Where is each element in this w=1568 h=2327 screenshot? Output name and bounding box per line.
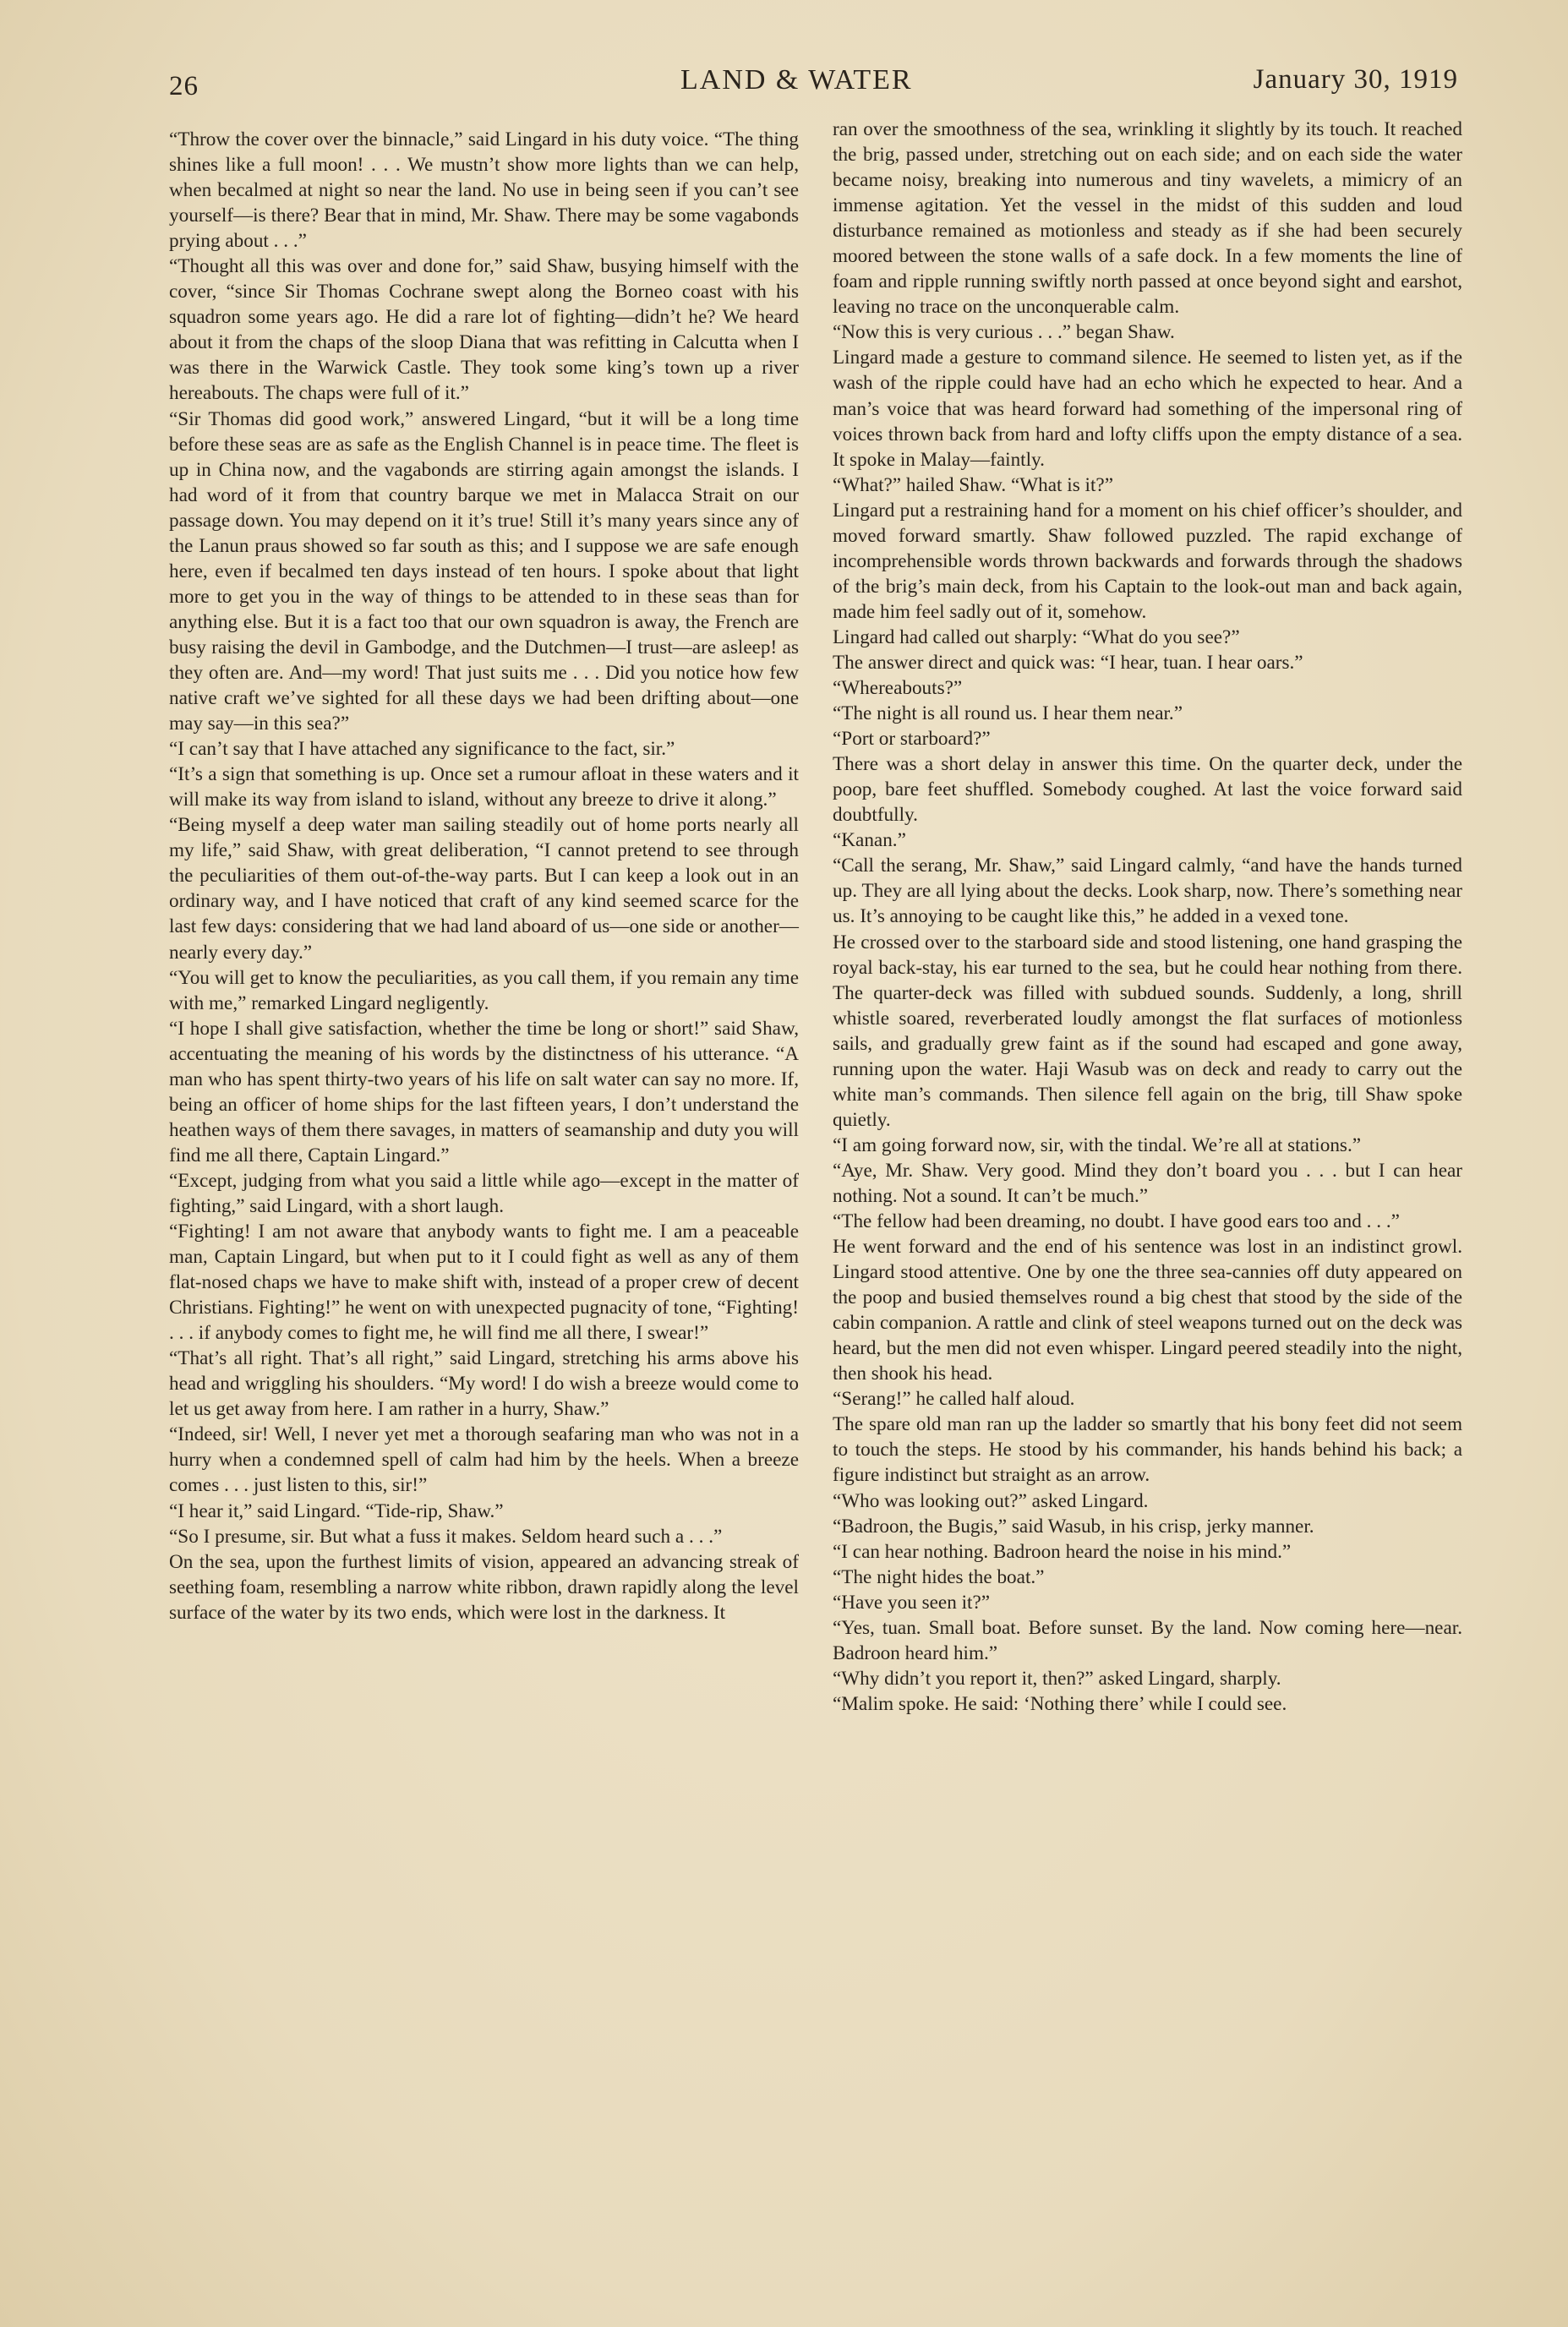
paragraph: “I can’t say that I have attached any significance to the fact, sir.” [169,738,675,761]
paragraph: On the sea, upon the furthest limits of vision, appeared an advancing streak of seething foam, resembling a narrow white ribbon, drawn rapidly along the level surface of the water by its two ends, which were lost in the darkness. It [169,1550,799,1624]
page-number: 26 [169,71,199,101]
paragraph: “Badroon, the Bugis,” said Wasub, in his crisp, jerky manner. [833,1515,1314,1538]
paragraph: “Being myself a deep water man sailing steadily out of home ports nearly all my life,” said Shaw, with great deliberation, “I cannot pretend to see through the peculiarities of them out-of-the-way parts. But I can keep a look out in an ordinary way, and I have noticed that craft of any kind seemed scarce for the last few days: considering that we had land aboard of us—one side or another—nearly every day.” [169,814,799,964]
paragraph: “You will get to know the peculiarities, as you call them, if you remain any time with me,” remarked Lingard negligently. [169,966,799,1014]
paragraph: “Serang!” he called half aloud. [833,1388,1075,1411]
paragraph: He crossed over to the starboard side and stood listening, one hand grasping the royal back-stay, his ear turned to the sea, but he could hear nothing from there. The quarter-deck was filled with subdued sounds. Suddenly, a long, shrill whistle soared, reverberated loudly amongst the flat surfaces of motionless sails, and gradually grew faint as if the sound had escaped and gone away, running upon the water. Haji Wasub was on deck and ready to carry out the white man’s commands. Then silence fell again on the brig, till Shaw spoke quietly. [833,931,1462,1131]
paragraph: “I hope I shall give satisfaction, whether the time be long or short!” said Shaw, accentuating the meaning of his words by the distinctness of his utterance. “A man who has spent thirty-two years of his life on salt water can say no more. If, being an officer of home ships for the last fifteen years, I don’t understand the heathen ways of them there savages, in matters of seamanship and duty you will find me all there, Captain Lingard.” [169,1017,799,1166]
paragraph: “Thought all this was over and done for,” said Shaw, busying himself with the cover, “since Sir Thomas Cochrane swept along the Borneo coast with his squadron some years ago. He did a rare lot of fighting—didn’t he? We heard about it from the chaps of the sloop Diana that was refitting in Calcutta when I was there in the Warwick Castle. They took some king’s town up a river hereabouts. The chaps were full of it.” [169,255,799,405]
paragraph: “I can hear nothing. Badroon heard the noise in his mind.” [833,1540,1292,1563]
paragraph: “Have you seen it?” [833,1591,991,1614]
paragraph: The answer direct and quick was: “I hear, tuan. I hear oars.” [833,651,1303,674]
paragraph: There was a short delay in answer this time. On the quarter deck, under the poop, bare feet shuffled. Somebody coughed. At last the voice forward said doubtfully. [833,753,1462,827]
paragraph: “The night hides the boat.” [833,1565,1045,1588]
paragraph: “Yes, tuan. Small boat. Before sunset. By the land. Now coming here—near. Badroon heard him.” [833,1616,1462,1664]
paragraph: “Fighting! I am not aware that anybody wants to fight me. I am a peaceable man, Captain Lingard, but when put to it I could fight as well as any of them flat-nosed chaps we have to make shift with, instead of a proper crew of decent Christians. Fighting!” he went on with unexpected pugnacity of tone, “Fighting! . . . if anybody comes to fight me, he will find me all there, I swear!” [169,1221,799,1345]
paragraph: “So I presume, sir. But what a fuss it makes. Seldom heard such a . . .” [169,1525,723,1548]
paragraph: “Malim spoke. He said: ‘Nothing there’ while I could see. [833,1692,1287,1715]
paragraph: “Kanan.” [833,829,906,852]
paragraph: The spare old man ran up the ladder so smartly that his bony feet did not seem to touch the steps. He stood by his commander, his hands behind his back; a figure indistinct but straight as an arrow. [833,1413,1462,1487]
paragraph: “That’s all right. That’s all right,” said Lingard, stretching his arms above his head and wriggling his shoulders. “My word! I do wish a breeze would come to let us get away from here. I am rather in a hurry, Shaw.” [169,1347,799,1421]
left-column [169,127,799,1625]
paragraph: “Sir Thomas did good work,” answered Lingard, “but it will be a long time before these seas are as safe as the English Channel is in peace time. The fleet is up in China now, and the vagabonds are stirring again amongst the islands. I had word of it from that country barque we met in Malacca Strait on our passage down. You may depend on it it’s true! Still it’s many years since any of the Lanun praus showed so far south as this; and I suppose we are safe enough here, even if becalmed ten days instead of ten hours. I spoke about that light more to get you in the way of things to be attended to in these seas than for anything else. But it is a fact too that our own squadron is away, the French are busy raising the devil in Gambodge, and the Dutchmen—I trust—are asleep! as they often are. And—my word! That just suits me . . . Did you notice how few native craft we’ve sighted for all these days we had been drifting about—one may say—in this sea?” [169,407,799,735]
paragraph: “I am going forward now, sir, with the tindal. We’re all at stations.” [833,1133,1362,1156]
page-header [169,57,1458,108]
paragraph: “Why didn’t you report it, then?” asked Lingard, sharply. [833,1667,1281,1690]
paragraph: “Except, judging from what you said a little while ago—except in the matter of fighting,” said Lingard, with a short laugh. [169,1169,799,1217]
paragraph: “Now this is very curious . . .” began Shaw. [833,321,1175,344]
paragraph: “Call the serang, Mr. Shaw,” said Lingard calmly, “and have the hands turned up. They are all lying about the decks. Look sharp, now. There’s something near us. It’s annoying to be caught like this,” he added in a vexed tone. [833,855,1462,928]
paragraph: “What?” hailed Shaw. “What is it?” [833,473,1113,496]
paragraph: “I hear it,” said Lingard. “Tide-rip, Shaw.” [169,1499,504,1522]
paragraph: Lingard put a restraining hand for a moment on his chief officer’s shoulder, and moved forward smartly. Shaw followed puzzled. The rapid exchange of incomprehensible words thrown backwards and forwards through the shadows of the brig’s main deck, from his Captain to the look-out man and back again, made him feel sadly out of it, somehow. [833,499,1462,623]
paragraph: “The night is all round us. I hear them near.” [833,702,1183,725]
paragraph: Lingard made a gesture to command silence. He seemed to listen yet, as if the wash of the ripple could have had an echo which he expected to hear. And a man’s voice that was heard forward had something of the impersonal ring of voices thrown back from hard and lofty cliffs upon the empty distance of a sea. It spoke in Malay—faintly. [833,347,1462,471]
issue-date: January 30, 1919 [1253,64,1458,95]
paragraph: ran over the smoothness of the sea, wrinkling it slightly by its touch. It reached the brig, passed under, stretching out on each side; and on each side the water became noisy, breaking into numerous and tiny wavelets, a mimicry of an immense agitation. Yet the vessel in the midst of this sudden and loud disturbance remained as motionless and steady as if she had been securely moored between the stone walls of a safe dock. In a few moments the line of foam and ripple running swiftly north passed at once beyond sight and earshot, leaving no trace on the unconquerable calm. [833,118,1462,319]
paragraph: “Port or starboard?” [833,728,991,751]
paragraph: “Aye, Mr. Shaw. Very good. Mind they don’t board you . . . but I can hear nothing. Not a sound. It can’t be much.” [833,1159,1462,1207]
right-column [833,117,1462,1717]
paragraph: He went forward and the end of his sentence was lost in an indistinct growl. Lingard stood attentive. One by one the three sea-cannies off duty appeared on the poop and busied themselves round a big chest that stood by the side of the cabin companion. A rattle and clink of steel weapons turned out on the deck was heard, but the men did not even whisper. Lingard peered steadily into the night, then shook his head. [833,1236,1463,1385]
paragraph: “Indeed, sir! Well, I never yet met a thorough seafaring man who was not in a hurry when a condemned spell of calm had him by the heels. When a breeze comes . . . just listen to this, sir!” [169,1423,799,1497]
paragraph: “The fellow had been dreaming, no doubt. I have good ears too and . . .” [833,1210,1400,1233]
paragraph: “Who was looking out?” asked Lingard. [833,1489,1149,1512]
paragraph: “It’s a sign that something is up. Once set a rumour afloat in these waters and it will make its way from island to island, without any breeze to drive it along.” [169,763,799,811]
paragraph: “Whereabouts?” [833,677,963,700]
magazine-title: LAND & WATER [680,64,913,96]
paragraph: Lingard had called out sharply: “What do you see?” [833,625,1240,648]
paragraph: “Throw the cover over the binnacle,” said Lingard in his duty voice. “The thing shines like a full moon! . . . We mustn’t show more lights than we can help, when becalmed at night so near the land. No use in being seen if you can’t see yourself—is there? Bear that in mind, Mr. Shaw. There may be some vagabonds prying about . . .” [169,128,799,253]
